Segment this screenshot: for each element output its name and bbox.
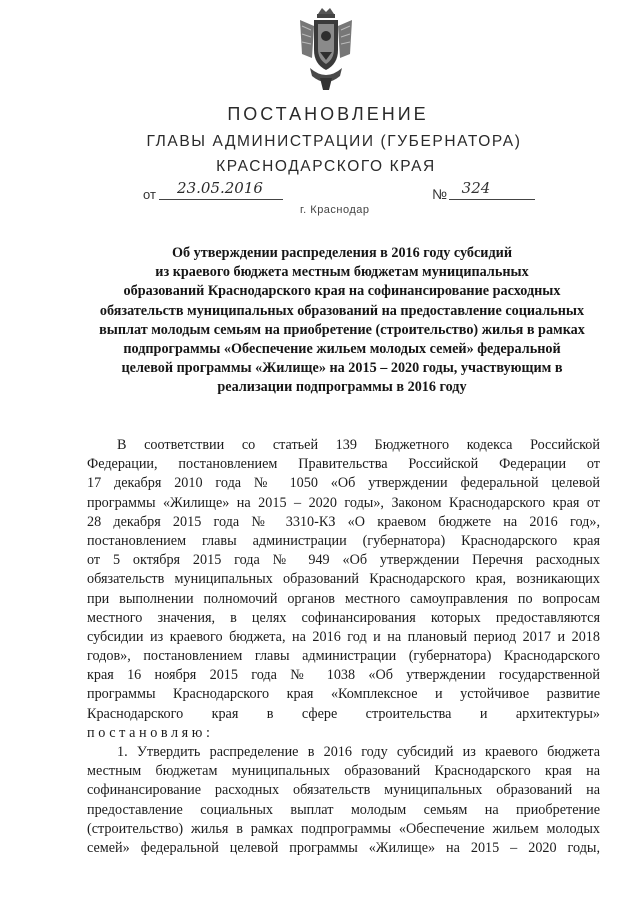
body-line: В соответствии со статьей 139 Бюджетного кодекса Российской bbox=[117, 437, 600, 453]
body-line: края 16 ноября 2015 года № 1038 «Об утверждении государственной bbox=[87, 667, 600, 684]
region-heading: КРАСНОДАРСКОГО КРАЯ bbox=[216, 158, 436, 175]
document-body bbox=[87, 436, 600, 858]
body-line: 1. Утвердить распределение в 2016 году субсидий из краевого бюджета bbox=[117, 744, 600, 760]
body-line: 17 декабря 2010 года № 1050 «Об утверждении федеральной целевой bbox=[87, 475, 600, 492]
body-line: местным бюджетам муниципальных образований Краснодарского края на bbox=[87, 763, 600, 780]
preamble-paragraph bbox=[87, 436, 600, 743]
number-prefix: № bbox=[432, 186, 448, 202]
body-line: программы Краснодарского края «Комплексное и устойчивое развитие bbox=[87, 686, 600, 703]
body-line: местного значения, в целях софинансирования которых предоставляются bbox=[87, 609, 600, 626]
body-line: от 5 октября 2015 года № 949 «Об утверждении Перечня расходных bbox=[87, 552, 600, 569]
coat-of-arms-emblem bbox=[296, 6, 356, 92]
body-line: софинансирование расходных обязательств муниципальных образований на bbox=[87, 782, 600, 799]
date-prefix: от bbox=[143, 187, 156, 202]
title-line: выплат молодым семьям на приобретение (строительство) жилья в рамках bbox=[99, 321, 585, 338]
title-line: Об утверждении распределения в 2016 году субсидий bbox=[171, 245, 512, 261]
resolve-word: постановляю: bbox=[87, 724, 214, 741]
issuer-heading: ГЛАВЫ АДМИНИСТРАЦИИ (ГУБЕРНАТОРА) bbox=[146, 133, 522, 150]
body-line: Краснодарского края в сфере строительства и архитектуры» bbox=[87, 705, 600, 722]
body-line: предоставление социальных выплат молодым семьям на приобретение bbox=[87, 801, 600, 818]
document-date: 23.05.2016 bbox=[177, 179, 263, 197]
body-line: программы «Жилище» на 2015 – 2020 годы», Законом Краснодарского края от bbox=[87, 494, 600, 511]
clause-1-paragraph bbox=[87, 743, 600, 858]
body-line: (строительство) жилья в рамках подпрограммы «Обеспечение жильем молодых bbox=[87, 820, 600, 837]
number-underline bbox=[449, 199, 535, 200]
document-type-heading: ПОСТАНОВЛЕНИЕ bbox=[227, 104, 429, 124]
document-number: 324 bbox=[461, 179, 491, 197]
body-line: Федерации, постановлением Правительства Российской Федерации от bbox=[87, 456, 600, 473]
title-line: образований Краснодарского края на софинансирование расходных bbox=[123, 283, 561, 300]
body-line: при выполнении полномочий органов местного самоуправления по вопросам bbox=[87, 590, 600, 607]
document-title bbox=[82, 244, 602, 398]
date-underline bbox=[159, 199, 283, 200]
body-line: постановлением главы администрации (губернатора) Краснодарского края bbox=[87, 532, 600, 549]
body-line: обязательств муниципальных образований Краснодарского края, возникающих bbox=[87, 571, 600, 588]
city-label: г. Краснодар bbox=[300, 204, 370, 216]
body-line: семей» федеральной целевой программы «Жилище» на 2015 – 2020 годы, bbox=[87, 839, 600, 856]
title-line: подпрограммы «Обеспечение жильем молодых семей» федеральной bbox=[123, 341, 561, 358]
body-line: 28 декабря 2015 года № 3310-КЗ «О краевом бюджете на 2016 год», bbox=[87, 513, 600, 530]
title-line: целевой программы «Жилище» на 2015 – 2020 годы, участвующим в bbox=[121, 360, 563, 377]
title-line: обязательств муниципальных образований на предоставление социальных bbox=[99, 302, 585, 319]
body-line: субсидии из краевого бюджета, на 2016 год и на плановый период 2017 и 2018 bbox=[87, 628, 600, 645]
body-line: годов», постановлением главы администрации (губернатора) Краснодарского bbox=[87, 648, 600, 665]
title-line: реализации подпрограммы в 2016 году bbox=[217, 379, 467, 396]
title-line: из краевого бюджета местным бюджетам муниципальных bbox=[155, 264, 529, 281]
